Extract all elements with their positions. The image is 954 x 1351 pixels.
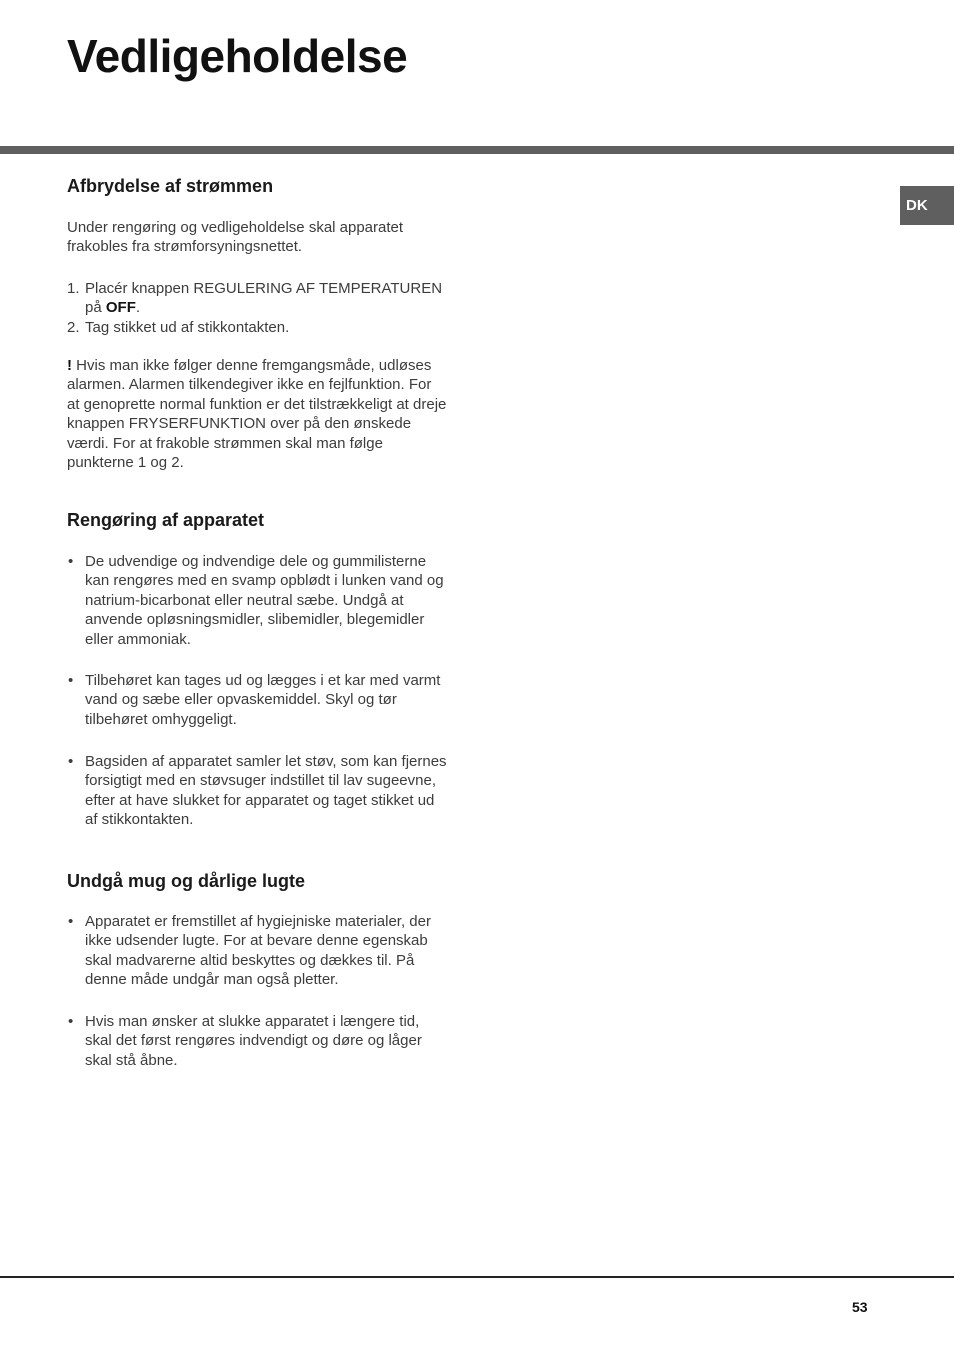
numbered-step: [67, 279, 447, 318]
list-item-text: De udvendige og indvendige dele og gummilisterne kan rengøres med en svamp opblødt i lunken vand og natrium-bicarbonat eller neutral sæbe. Undgå at anvende opløsningsmidler, slibemidler, blegemidler eller ammoniak.: [85, 553, 444, 648]
warning-note: [67, 356, 447, 472]
section-intro: [67, 218, 447, 257]
list-item-text: Bagsiden af apparatet samler let støv, som kan fjernes forsigtigt med en støvsuger indstillet til lav sugeevne, efter at have slukket for apparatet og taget stikket ud af stikkontakten.: [85, 753, 447, 829]
list-item: [67, 752, 447, 830]
list-item-text: Apparatet er fremstillet af hygiejniske materialer, der ikke udsender lugte. For at bevare denne egenskab skal madvarerne altid beskyttes og dækkes til. På denne måde undgår man også pletter.: [85, 913, 431, 989]
intro-text: Under rengøring og vedligeholdelse skal apparatet frakobles fra strømforsyningsnettet.: [67, 219, 404, 256]
list-item: [67, 671, 447, 729]
numbered-step: [67, 318, 447, 337]
step-number: 2.: [67, 319, 80, 336]
bullet-icon: •: [68, 553, 74, 570]
section-heading-power: Afbrydelse af strømmen: [67, 176, 274, 196]
bullet-icon: •: [68, 1013, 74, 1030]
section-heading-mould: Undgå mug og dårlige lugte: [67, 871, 305, 891]
step-text: Placér knappen REGULERING AF TEMPERATUREN på OFF.: [85, 280, 443, 317]
bullet-icon: •: [68, 913, 74, 930]
bullet-icon: •: [68, 753, 74, 770]
header-divider: [0, 146, 954, 154]
off-label: OFF: [105, 299, 136, 317]
list-item-text: Tilbehøret kan tages ud og lægges i et kar med varmt vand og sæbe eller opvaskemiddel. Skyl og tør tilbehøret omhyggeligt.: [85, 672, 441, 728]
list-item: [67, 1012, 447, 1070]
list-item: [67, 912, 447, 990]
list-item-text: Hvis man ønsker at slukke apparatet i længere tid, skal det først rengøres indvendigt og døre og låger skal stå åbne.: [85, 1013, 422, 1069]
bullet-icon: •: [68, 672, 74, 689]
warning-icon: !: [67, 357, 72, 374]
page-title: Vedligeholdelse: [67, 30, 408, 82]
list-item: [67, 552, 447, 649]
step-text: Tag stikket ud af stikkontakten.: [85, 319, 290, 336]
footer-divider: [0, 1276, 954, 1278]
page-number: 53: [852, 1299, 868, 1315]
step-number: 1.: [67, 280, 80, 297]
language-tab: DK: [900, 186, 954, 225]
warning-text: Hvis man ikke følger denne fremgangsmåde, udløses alarmen. Alarmen tilkendegiver ikke en fejlfunktion. For at genoprette normal funktion er det tilstrækkeligt at dreje knappen FRYSERFUNKTION over på den ønskede værdi. For at frakoble strømmen skal man følge punkterne 1 og 2.: [67, 357, 447, 472]
section-heading-cleaning: Rengøring af apparatet: [67, 510, 265, 530]
